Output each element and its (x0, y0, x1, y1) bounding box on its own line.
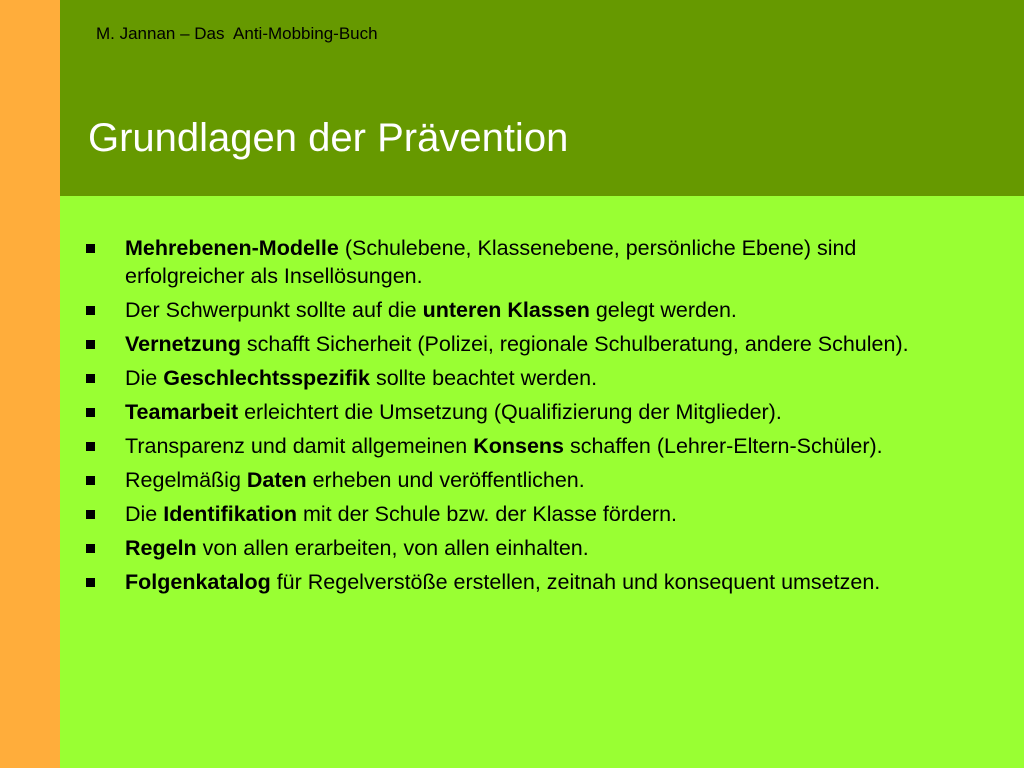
bullet-text-suffix: (Schulebene, Klassenebene, persönliche Ebene) sind erfolgreicher als Insellösungen. (125, 236, 857, 288)
bullet-text-prefix: Die (125, 366, 164, 390)
bullet-text-suffix: schaffen (Lehrer-Eltern-Schüler). (564, 434, 883, 458)
bullet-item-identifikation (86, 500, 946, 528)
bullet-text-suffix: mit der Schule bzw. der Klasse fördern. (297, 502, 678, 526)
bullet-text-prefix: Die (125, 502, 164, 526)
bullet-keyword: Teamarbeit (125, 400, 239, 424)
square-bullet-icon (86, 340, 95, 349)
bullet-text-suffix: gelegt werden. (589, 298, 737, 322)
bullet-text-suffix: erleichtert die Umsetzung (Qualifizierung der Mitglieder). (238, 400, 782, 424)
bullet-item-geschlechtsspezifik (86, 364, 946, 392)
square-bullet-icon (86, 442, 95, 451)
bullet-text-suffix: schafft Sicherheit (Polizei, regionale Schulberatung, andere Schulen). (240, 332, 909, 356)
bullet-item-regeln (86, 534, 946, 562)
bullet-keyword: Konsens (473, 434, 564, 458)
slide-subtitle: M. Jannan – Das Anti-Mobbing-Buch (96, 24, 378, 43)
bullet-keyword: Folgenkatalog (125, 570, 271, 594)
bullet-keyword: Vernetzung (125, 332, 241, 356)
bullet-text-suffix: für Regelverstöße erstellen, zeitnah und konsequent umsetzen. (270, 570, 881, 594)
bullet-text-suffix: erheben und veröffentlichen. (306, 468, 585, 492)
bullet-keyword: unteren Klassen (422, 298, 590, 322)
bullet-text-suffix: sollte beachtet werden. (369, 366, 598, 390)
square-bullet-icon (86, 510, 95, 519)
square-bullet-icon (86, 306, 95, 315)
square-bullet-icon (86, 408, 95, 417)
bullet-keyword: Mehrebenen-Modelle (125, 236, 339, 260)
bullet-keyword: Regeln (125, 536, 197, 560)
square-bullet-icon (86, 476, 95, 485)
bullet-text-prefix: Regelmäßig (125, 468, 247, 492)
bullet-keyword: Identifikation (163, 502, 298, 526)
square-bullet-icon (86, 544, 95, 553)
bullet-list (86, 234, 946, 602)
bullet-keyword: Geschlechtsspezifik (163, 366, 370, 390)
bullet-keyword: Daten (246, 468, 307, 492)
bullet-item-unteren-klassen (86, 296, 946, 324)
bullet-item-vernetzung (86, 330, 946, 358)
bullet-item-mehrebenen-modelle (86, 234, 946, 290)
bullet-text-prefix: Der Schwerpunkt sollte auf die (125, 298, 423, 322)
square-bullet-icon (86, 374, 95, 383)
bullet-item-teamarbeit (86, 398, 946, 426)
bullet-text-prefix: Transparenz und damit allgemeinen (125, 434, 474, 458)
slide-title: Grundlagen der Prävention (88, 116, 569, 160)
square-bullet-icon (86, 578, 95, 587)
bullet-text-suffix: von allen erarbeiten, von allen einhalten. (196, 536, 589, 560)
left-accent-stripe (0, 0, 60, 768)
bullet-item-folgenkatalog (86, 568, 946, 596)
square-bullet-icon (86, 244, 95, 253)
bullet-item-daten (86, 466, 946, 494)
bullet-item-konsens (86, 432, 946, 460)
